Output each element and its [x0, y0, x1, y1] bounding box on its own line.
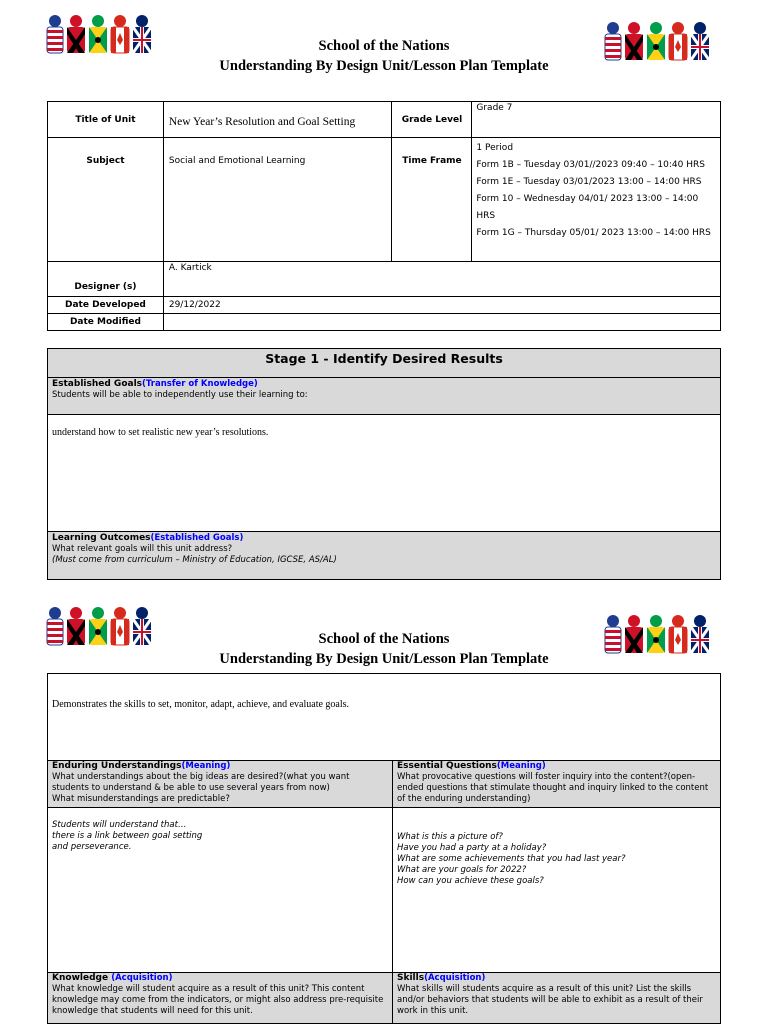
time-frame-line: Form 1G – Thursday 05/01/ 2023 13:00 – 14:00 HRS [476, 228, 711, 238]
eu-answer-line: and perseverance. [52, 842, 132, 852]
date-developed-label: Date Developed [48, 297, 164, 314]
established-goals-desc: Students will be able to independently use their learning to: [52, 390, 308, 400]
eq-answer-line: How can you achieve these goals? [397, 876, 544, 886]
established-goals-tag: (Transfer of Knowledge) [142, 379, 258, 389]
established-goals-label: Established Goals [52, 379, 143, 389]
skills-header: Skills(Acquisition) What skills will students acquire as a result of this unit? List the skills and/or behaviors that students will be able to exhibit as a result of their work in this unit. [392, 972, 721, 1024]
learning-outcome-answer: Demonstrates the skills to set, monitor, adapt, achieve, and evaluate goals. [52, 699, 350, 710]
designer-label: Designer (s) [48, 262, 164, 297]
eq-answer-line: What are some achievements that you had last year? [397, 854, 626, 864]
enduring-understandings-header: Enduring Understandings(Meaning) What understandings about the big ideas are desired?(what you want students to understand & be able to use several years from now) What misunderstandings are predictable? [47, 760, 393, 808]
time-frame-value [472, 138, 721, 262]
time-frame-line: Form 10 – Wednesday 04/01/ 2023 13:00 – 14:00 HRS [476, 194, 699, 221]
template-title-page2: Understanding By Design Unit/Lesson Plan Template [219, 651, 549, 667]
learning-outcomes-question: What relevant goals will this unit address? [52, 544, 233, 554]
established-goals-answer: understand how to set realistic new year’s resolutions. [52, 427, 269, 438]
essential-questions-header: Essential Questions(Meaning) What provocative questions will foster inquiry into the content?(open- ended questions that stimulate thought and inquiry linked to the content of the enduring understanding) [392, 760, 721, 808]
eq-answer-line: What is this a picture of? [397, 832, 503, 842]
learning-outcomes-header [47, 531, 721, 580]
learning-outcomes-tag: (Established Goals) [150, 533, 244, 543]
essential-questions-answer-box [392, 807, 721, 973]
learning-outcome-answer-box [47, 673, 721, 761]
title-of-unit-label: Title of Unit [48, 102, 164, 138]
title-of-unit-value: New Year’s Resolution and Goal Setting [168, 115, 356, 128]
time-frame-label: Time Frame [392, 138, 472, 262]
time-frame-line: Form 1B – Tuesday 03/01//2023 09:40 – 10:40 HRS [476, 160, 705, 170]
subject-label: Subject [48, 138, 164, 262]
subject-value: Social and Emotional Learning [168, 156, 306, 166]
enduring-understandings-answer-box [47, 807, 393, 973]
date-developed-value: 29/12/2022 [168, 300, 221, 310]
time-frame-line: Form 1E – Tuesday 03/01/2023 13:00 – 14:00 HRS [476, 177, 702, 187]
unit-info-table [47, 101, 721, 331]
eq-answer-line: Have you had a party at a holiday? [397, 843, 547, 853]
grade-level-value: Grade 7 [476, 103, 513, 113]
school-name: School of the Nations [318, 38, 450, 54]
knowledge-header: Knowledge (Acquisition) What knowledge will student acquire as a result of this unit? This content knowledge may come from the indicators, or might also address pre-requisite knowledge that students will need for this unit. [47, 972, 393, 1024]
stage1-heading: Stage 1 - Identify Desired Results [47, 348, 721, 378]
designer-value: A. Kartick [168, 263, 212, 273]
learning-outcomes-label: Learning Outcomes [52, 533, 151, 543]
eq-answer-line: What are your goals for 2022? [397, 865, 527, 875]
eu-answer-line: Students will understand that… [52, 820, 187, 830]
eu-answer-line: there is a link between goal setting [52, 831, 203, 841]
learning-outcomes-note: (Must come from curriculum – Ministry of Education, IGCSE, AS/AL) [52, 555, 337, 565]
established-goals-header [47, 377, 721, 415]
date-modified-label: Date Modified [48, 314, 164, 331]
template-title: Understanding By Design Unit/Lesson Plan Template [219, 58, 549, 74]
grade-level-label: Grade Level [392, 102, 472, 138]
established-goals-answer-box [47, 414, 721, 532]
time-frame-line: 1 Period [476, 143, 514, 153]
school-name-page2: School of the Nations [318, 631, 450, 647]
